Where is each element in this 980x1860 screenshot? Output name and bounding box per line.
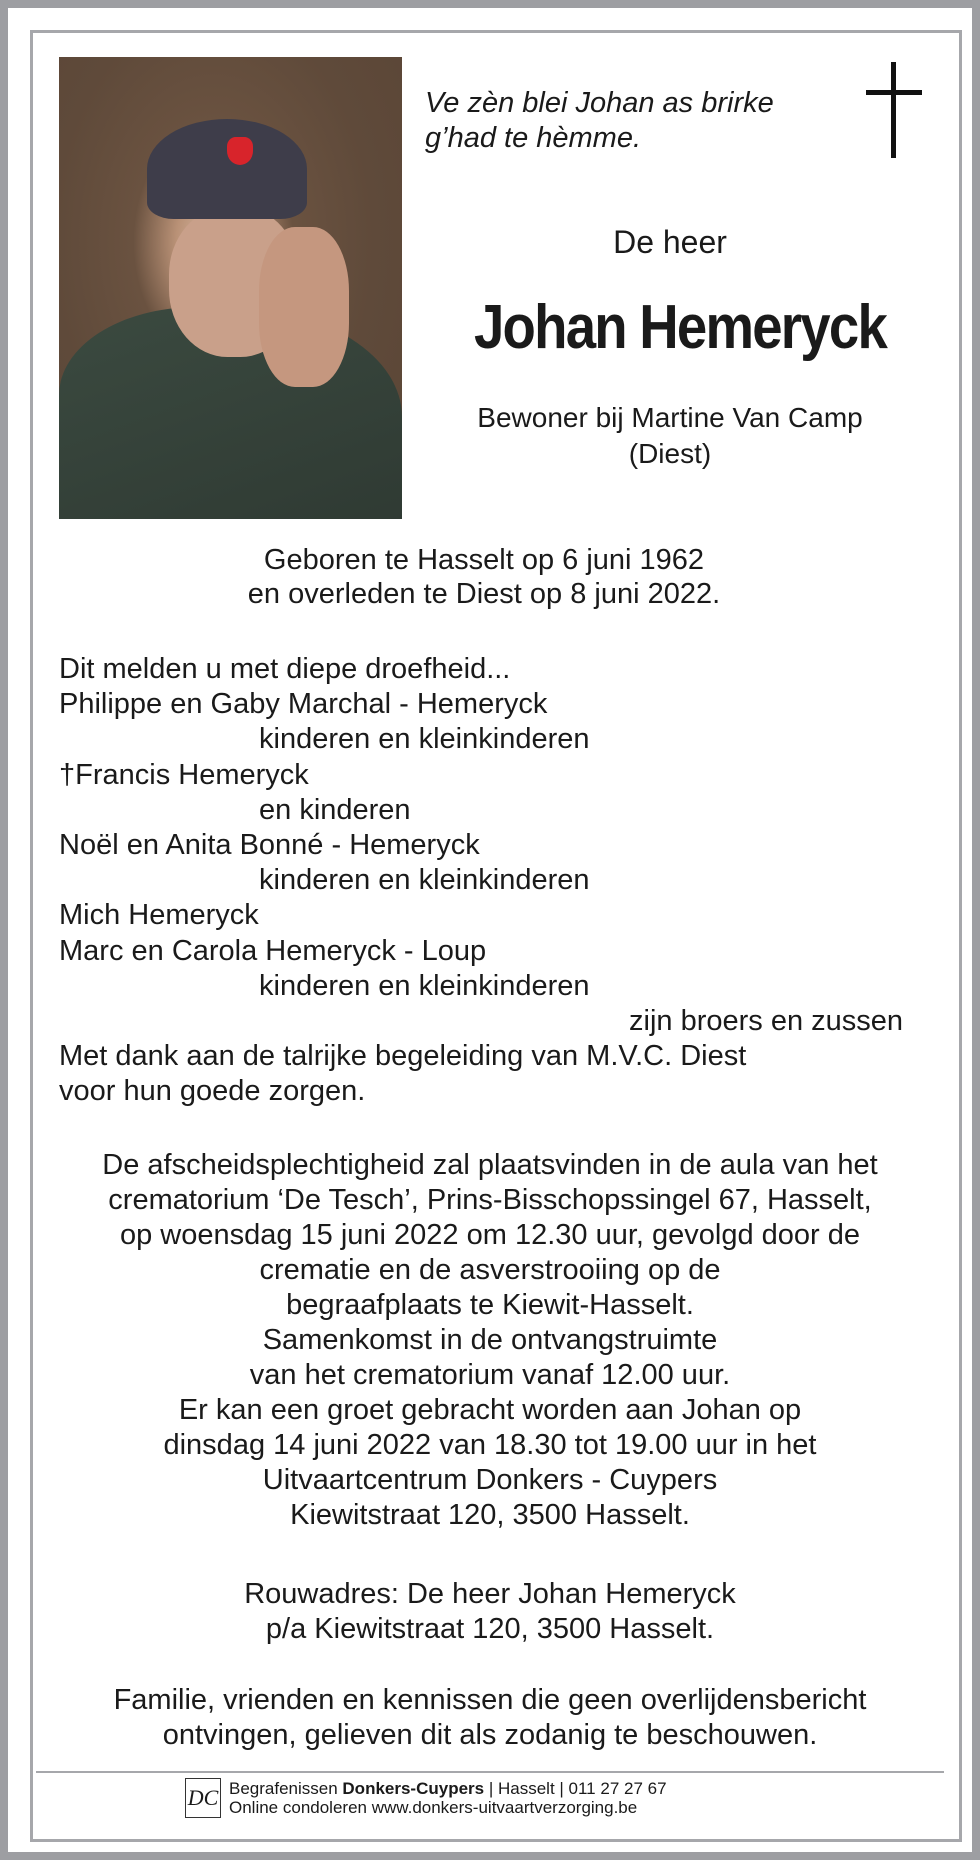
ceremony-line: crematorium ‘De Tesch’, Prins-Bisschopssingel 67, Hasselt, [108,1184,872,1216]
ceremony-line: Uitvaartcentrum Donkers - Cuypers [262,1464,718,1496]
family-line: kinderen en kleinkinderen [259,864,590,897]
family-line: Philippe en Gaby Marchal - Hemeryck [59,688,548,721]
family-line: Met dank aan de talrijke begeleiding van M.V.C. Diest [59,1040,747,1073]
family-line: voor hun goede zorgen. [59,1075,366,1108]
birth-line: Geboren te Hasselt op 6 juni 1962 [263,544,705,576]
portrait-photo [59,57,402,519]
quote-line: Ve zèn blei Johan as brirke [425,87,774,119]
ceremony-line: Samenkomst in de ontvangstruimte [262,1324,718,1356]
family-line: kinderen en kleinkinderen [259,969,590,1002]
family-line: †Francis Hemeryck [59,758,309,791]
ceremony-details [40,1148,940,1533]
ceremony-line: De afscheidsplechtigheid zal plaatsvinden in de aula van het [102,1149,878,1181]
family-list [59,652,903,1110]
footer-prefix: Begrafenissen [229,1779,343,1798]
footer-contact: | Hasselt | 011 27 27 67 [484,1779,667,1798]
ceremony-line: op woensdag 15 juni 2022 om 12.30 uur, gevolgd door de [119,1219,861,1251]
family-line: Mich Hemeryck [59,899,259,932]
family-line: Marc en Carola Hemeryck - Loup [59,934,487,967]
family-line: kinderen en kleinkinderen [259,723,590,756]
quote [425,86,774,156]
mourning-address [40,1577,940,1647]
family-line: en kinderen [259,793,411,826]
death-line: en overleden te Diest op 8 juni 2022. [247,578,721,610]
footer-divider [36,1771,944,1773]
footer-company: Donkers-Cuypers [342,1779,485,1798]
ceremony-line: begraafplaats te Kiewit-Hasselt. [286,1289,694,1321]
ceremony-line: Kiewitstraat 120, 3500 Hasselt. [290,1499,690,1531]
birth-death-dates [59,543,909,611]
closing-line: Familie, vrienden en kennissen die geen overlijdensbericht [113,1684,867,1716]
residence-line: Bewoner bij Martine Van Camp [477,402,863,433]
ceremony-line: van het crematorium vanaf 12.00 uur. [249,1359,731,1391]
family-line: Noël en Anita Bonné - Hemeryck [59,829,480,862]
quote-line: g’had te hèmme. [425,122,642,154]
address-line: p/a Kiewitstraat 120, 3500 Hasselt. [265,1613,715,1645]
footer-condolence-link[interactable]: Online condoleren www.donkers-uitvaartverzorging.be [229,1798,638,1817]
funeral-home-logo: DC [185,1778,221,1818]
residence [420,400,920,472]
ceremony-line: dinsdag 14 juni 2022 van 18.30 tot 19.00 uur in het [163,1429,817,1461]
ceremony-line: crematie en de asverstrooiing op de [259,1254,721,1286]
closing-line: ontvingen, gelieven dit als zodanig te beschouwen. [162,1719,818,1751]
ceremony-line: Er kan een groet gebracht worden aan Johan op [178,1394,802,1426]
family-line: zijn broers en zussen [629,1005,904,1038]
deceased-name: Johan Hemeryck [473,293,887,362]
cross-icon [866,62,922,158]
closing-note [40,1683,940,1753]
honorific: De heer [613,224,727,260]
address-line: Rouwadres: De heer Johan Hemeryck [244,1578,736,1610]
residence-line: (Diest) [628,438,712,469]
footer [185,1778,667,1818]
family-line: Dit melden u met diepe droefheid... [59,653,511,685]
